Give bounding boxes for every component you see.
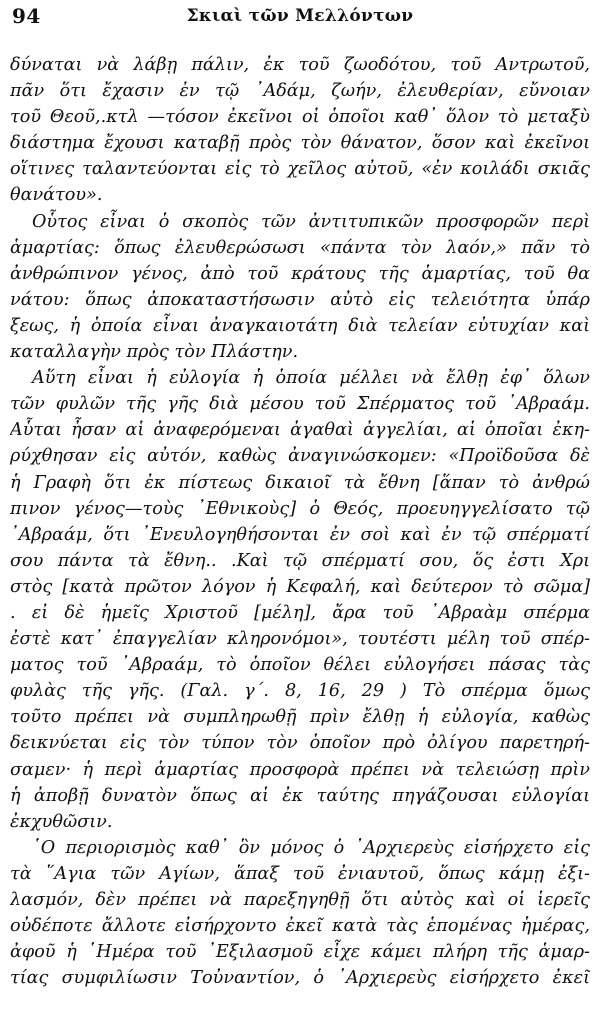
text-line: ἐστὲ κατ᾿ ἐπαγγελίαν κληρονόμοι», τουτέστι μέλη τοῦ σπέρ- bbox=[10, 629, 590, 650]
text-line: ματος τοῦ ᾿Αβραάμ, τὸ ὁποῖον θέλει εὐλογήσει πάσας τὰς bbox=[10, 655, 590, 676]
text-line: θανάτου». bbox=[10, 185, 103, 206]
running-title: Σκιαὶ τῶν Μελλόντων bbox=[186, 6, 414, 26]
text-line: σαμεν· ἡ περὶ ἁμαρτίας προσφορὰ πρέπει νὰ τελειώσῃ πρὶν bbox=[10, 759, 590, 780]
text-line: ἀνθρώπινον γένος, ἀπὸ τοῦ κράτους τῆς ἁμαρτίας, τοῦ θα bbox=[10, 263, 590, 284]
text-line: τίας συμφιλίωσιν Τοὐναντίον, ὁ ᾿Αρχιερεὺς εἰσήρχετο ἐκεῖ bbox=[10, 968, 590, 989]
text-line: καταλλαγὴν πρὸς τὸν Πλάστην. bbox=[10, 342, 299, 363]
text-line: ἡ ἀποβῇ δυνατὸν ὅπως αἱ ἐκ ταύτης πηγάζουσαι εὐλογίαι bbox=[10, 785, 590, 806]
text-line: πᾶν ὅτι ἔχασιν ἐν τῷ ᾿Αδάμ, ζωήν, ἐλευθερίαν, εὔνοιαν bbox=[10, 81, 590, 102]
text-line: Αὗται ἦσαν αἱ ἀναφερόμεναι ἀγαθαὶ ἀγγελίαι, αἱ ὁποῖαι ἐκη- bbox=[10, 420, 590, 441]
text-line: ξεως, ἡ ὁποία εἶναι ἀναγκαιοτάτη διὰ τελείαν εὐτυχίαν καὶ bbox=[10, 315, 590, 336]
text-line: λασμόν, δὲν πρέπει νὰ παρεξηγηθῇ ὅτι αὐτὸς καὶ οἱ ἱερεῖς bbox=[10, 890, 590, 910]
text-line: φυλὰς τῆς γῆς. (Γαλ. γ΄. 8, 16, 29 ) Τὸ σπέρμα ὅμως bbox=[10, 681, 590, 702]
text-line: ρύχθησαν εἰς αὐτόν, καθὼς ἀναγινώσκομεν: «Προϊδοῦσα δὲ bbox=[10, 446, 590, 467]
text-line: ἁμαρτίας: ὅπως ἐλευθερώσωσι «πάντα τὸν λαόν,» πᾶν τὸ bbox=[10, 237, 590, 258]
text-line: . εἰ δὲ ἡμεῖς Χριστοῦ [μέλη], ἄρα τοῦ ᾿Αβραὰμ σπέρμα bbox=[10, 602, 590, 623]
text-line: Οὗτος εἶναι ὁ σκοπὸς τῶν ἀντιτυπικῶν προσφορῶν περὶ bbox=[32, 211, 590, 232]
text-line: ᾿Αβραάμ, ὅτι ᾿Ενευλογηθήσονται ἐν σοὶ καὶ ἐν τῷ σπέρματί bbox=[10, 524, 590, 545]
text-line: δύναται νὰ λάβῃ πάλιν, ἐκ τοῦ ζωοδότου, τοῦ Αντρωτοῦ, bbox=[10, 55, 590, 75]
text-line: πινον γένος—τοὺς ᾿Εθνικοὺς] ὁ Θεός, προευηγγελίσατο τῷ bbox=[10, 498, 590, 519]
text-line: τοῦτο πρέπει νὰ συμπληρωθῇ πρὶν ἔλθῃ ἡ εὐλογία, καθὼς bbox=[10, 707, 590, 728]
text-line: νάτου: ὅπως ἀποκαταστήσωσιν αὐτὸ εἰς τελειότητα ὑπάρ bbox=[10, 289, 590, 310]
page-header bbox=[10, 4, 590, 30]
text-line: ῾Ο περιορισμὸς καθ᾿ ὃν μόνος ὁ ᾿Αρχιερεὺς εἰσήρχετο εἰς bbox=[32, 837, 590, 858]
page-number: 94 bbox=[12, 4, 41, 28]
text-line: ἐκχυθῶσιν. bbox=[10, 811, 113, 832]
text-line: στὸς [κατὰ πρῶτον λόγον ἡ Κεφαλή, καὶ δεύτερον τὸ σῶμα] bbox=[10, 576, 590, 597]
text-line: ἀφοῦ ἡ ῾Ημέρα τοῦ ᾿Εξιλασμοῦ εἶχε κάμει πλήρη τῆς ἁμαρ- bbox=[10, 942, 590, 963]
text-line: τῶν φυλῶν τῆς γῆς διὰ μέσου τοῦ Σπέρματος τοῦ ᾿Αβραάμ. bbox=[10, 394, 590, 415]
text-line: διάστημα ἔχουσι καταβῇ πρὸς τὸν θάνατον, ὅσον καὶ ἐκεῖνοι bbox=[10, 133, 590, 154]
text-line: σου πάντα τὰ ἔθνη.. .Καὶ τῷ σπέρματί σου, ὅς ἐστι Χρι bbox=[10, 550, 590, 571]
body-text bbox=[10, 52, 590, 991]
text-line: τὰ ῞Αγια τῶν Αγίων, ἅπαξ τοῦ ἐνιαυτοῦ, ὅπως κάμῃ ἐξι- bbox=[10, 863, 590, 884]
text-line: οἵτινες ταλαντεύονται εἰς τὸ χεῖλος αὐτοῦ, «ἐν κοιλάδι σκιᾶς bbox=[10, 159, 590, 180]
text-line: ἡ Γραφὴ ὅτι ἐκ πίστεως δικαιοῖ τὰ ἔθνη [ἅπαν τὸ ἀνθρώ bbox=[10, 472, 590, 493]
text-line: τοῦ Θεοῦ,.κτλ —τόσον ἐκεῖνοι οἱ ὁποῖοι καθ᾿ ὅλον τὸ μεταξὺ bbox=[10, 107, 590, 128]
text-line: δεικνύεται εἰς τὸν τύπον τὸν ὁποῖον πρὸ ὀλίγου παρετηρή- bbox=[10, 733, 590, 754]
text-line: οὐδέποτε ἄλλοτε εἰσήρχοντο ἐκεῖ κατὰ τὰς ἑπομένας ἡμέρας, bbox=[10, 916, 590, 937]
text-line: Αὕτη εἶναι ἡ εὐλογία ἡ ὁποία μέλλει νὰ ἔλθῃ ἐφ᾿ ὅλων bbox=[32, 368, 590, 389]
